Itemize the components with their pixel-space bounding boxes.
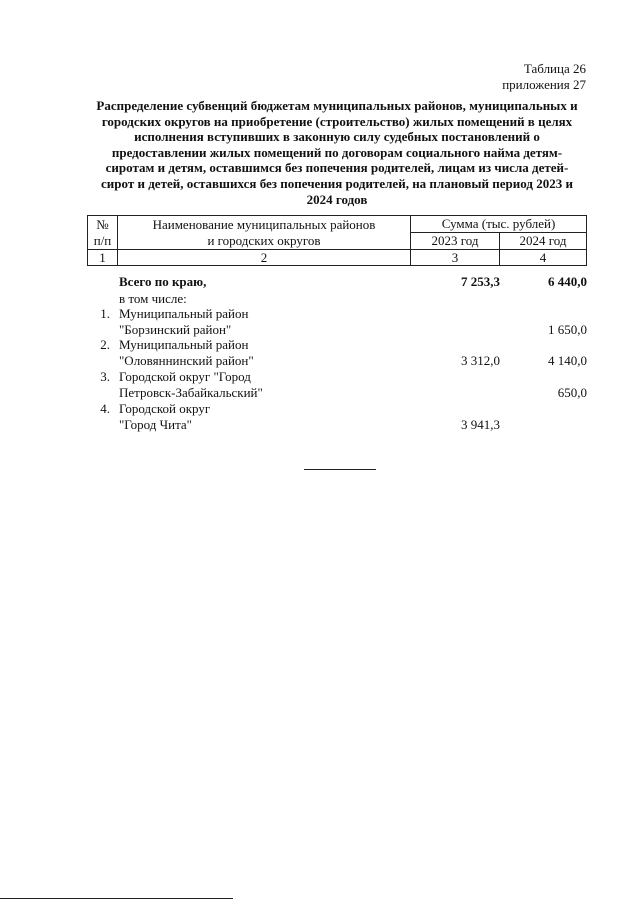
total-2024: 6 440,0 xyxy=(548,274,587,289)
row-number: 1. xyxy=(100,306,110,321)
row-2023: 3 312,0 xyxy=(461,353,500,368)
header-name-line2: и городских округов xyxy=(207,232,321,248)
footer-line xyxy=(0,898,233,899)
row-name-line1: Муниципальный район xyxy=(119,306,249,321)
row-name-line1: Муниципальный район xyxy=(119,337,249,352)
total-2023: 7 253,3 xyxy=(461,274,500,289)
header-num-line2: п/п xyxy=(93,232,112,248)
header-num xyxy=(88,216,118,250)
row-name-line1: Городской округ "Город xyxy=(119,369,251,384)
row-name-line2: "Оловяннинский район" xyxy=(119,353,254,368)
row-number: 2. xyxy=(100,337,110,352)
row-2023: 3 941,3 xyxy=(461,417,500,432)
col-number-1: 1 xyxy=(88,250,118,266)
header-2024: 2024 год xyxy=(500,233,587,250)
row-name-line2: Петровск-Забайкальский" xyxy=(119,385,263,400)
row-name-line1: Городской округ xyxy=(119,401,211,416)
row-name-line2: "Город Чита" xyxy=(119,417,192,432)
row-2024: 1 650,0 xyxy=(548,322,587,337)
document-title: Распределение субвенций бюджетам муниципальных районов, муниципальных и городских округов на приобретение (строительство) жилых помещений в целях исполнения вступивших в законную силу судебных постановлений о предоставлении жилых помещений по договорам социального найма детям-сиротам и детям, оставшимся без попечения родителей, лицам из числа детей-сирот и детей, оставшихся без попечения родителей, на плановый период 2023 и 2024 годов xyxy=(96,98,578,207)
col-number-3: 3 xyxy=(411,250,500,266)
header-sum: Сумма (тыс. рублей) xyxy=(411,216,587,233)
row-number: 3. xyxy=(100,369,110,384)
header-name xyxy=(118,216,411,250)
end-separator xyxy=(304,469,376,470)
total-subtitle: в том числе: xyxy=(119,291,187,306)
header-num-line1: № xyxy=(96,216,109,232)
table-number: Таблица 26 xyxy=(523,61,586,76)
row-2024: 4 140,0 xyxy=(548,353,587,368)
header-name-line1: Наименование муниципальных районов xyxy=(152,216,376,232)
table-header xyxy=(87,215,587,266)
total-label: Всего по краю, xyxy=(119,274,207,289)
row-name-line2: "Борзинский район" xyxy=(119,322,232,337)
row-2024: 650,0 xyxy=(557,385,587,400)
col-number-4: 4 xyxy=(500,250,587,266)
header-2023: 2023 год xyxy=(411,233,500,250)
row-number: 4. xyxy=(100,401,110,416)
col-number-2: 2 xyxy=(118,250,411,266)
appendix-number: приложения 27 xyxy=(502,77,586,92)
